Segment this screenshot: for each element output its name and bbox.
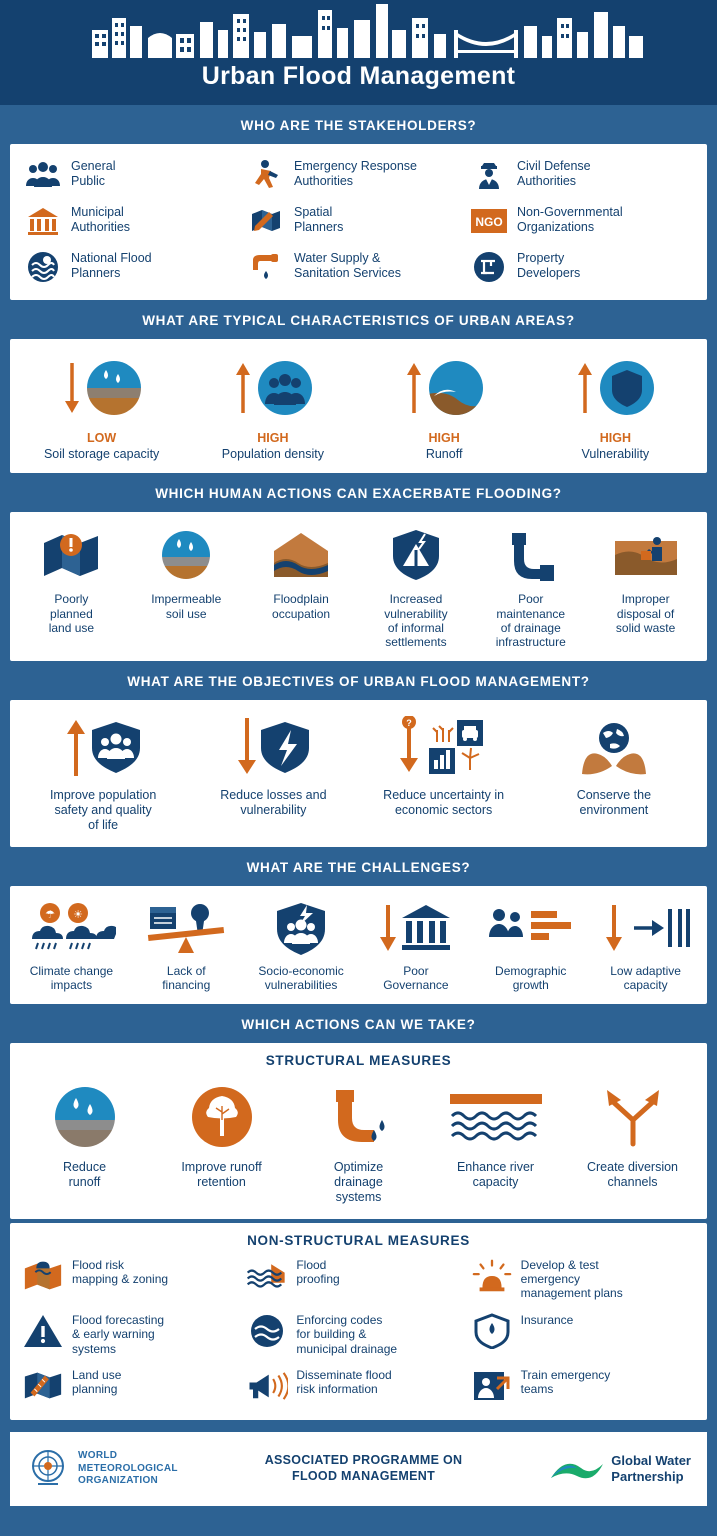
house-flood-icon xyxy=(268,529,334,581)
stakeholder-civil-defense xyxy=(470,158,693,192)
people-circle-icon xyxy=(257,360,313,416)
characteristics-heading: WHAT ARE TYPICAL CHARACTERISTICS OF URBAN AREAS? xyxy=(142,313,575,328)
structural-enhance-river xyxy=(427,1078,564,1204)
challenge-label: Low adaptive capacity xyxy=(610,964,681,993)
characteristic-soil-storage xyxy=(16,353,187,461)
gwp-swoosh-icon xyxy=(549,1452,605,1486)
structural-label: Enhance river capacity xyxy=(456,1160,535,1190)
objective-reduce-uncertainty xyxy=(359,712,529,833)
flood-map-icon xyxy=(22,1256,64,1296)
up-arrow-icon xyxy=(575,361,595,415)
drain-pipe-icon xyxy=(326,1086,392,1148)
megaphone-icon xyxy=(246,1366,288,1406)
broken-pipe-icon xyxy=(502,529,560,581)
down-arrow-icon xyxy=(380,905,396,951)
objectives-panel xyxy=(10,700,707,847)
government-building-icon xyxy=(24,204,62,238)
structural-label: Improve runoff retention xyxy=(181,1160,262,1190)
stakeholders-heading: WHO ARE THE STAKEHOLDERS? xyxy=(240,118,477,133)
down-arrow-icon xyxy=(606,905,622,951)
map-pencil-icon xyxy=(247,204,285,238)
tree-circle-icon xyxy=(191,1086,253,1148)
structural-measures-panel xyxy=(10,1043,707,1218)
structural-reduce-runoff xyxy=(16,1078,153,1204)
wave-circle-icon xyxy=(24,250,62,284)
non-structural-label: Insurance xyxy=(520,1312,574,1327)
soil-layers-circle-icon xyxy=(86,360,142,416)
human-action-floodplain-occupation xyxy=(244,524,359,649)
seesaw-calendar-icon xyxy=(144,901,228,957)
diversion-arrow-icon xyxy=(597,1086,669,1148)
human-action-poor-drainage-maintenance xyxy=(473,524,588,649)
challenges-panel xyxy=(10,886,707,1004)
structural-diversion-channels xyxy=(564,1078,701,1204)
human-action-label: Poorly planned land use xyxy=(48,592,95,635)
non-structural-measures-heading: NON-STRUCTURAL MEASURES xyxy=(247,1232,470,1248)
non-structural-label: Train emergency teams xyxy=(520,1367,611,1397)
non-structural-train-teams xyxy=(471,1366,695,1406)
up-arrow-icon xyxy=(233,361,253,415)
hands-globe-icon xyxy=(578,716,650,778)
stakeholder-label: National Flood Planners xyxy=(71,251,152,280)
human-action-poorly-planned-land-use xyxy=(14,524,129,649)
non-structural-disseminate-info xyxy=(246,1366,470,1406)
challenge-label: Socio-economic vulnerabilities xyxy=(258,964,344,993)
characteristic-label: Runoff xyxy=(425,447,463,461)
stakeholder-national-flood-planners xyxy=(24,250,247,284)
non-structural-measures-panel xyxy=(10,1223,707,1420)
flood-proof-house-icon xyxy=(246,1256,288,1296)
characteristic-runoff xyxy=(359,353,530,461)
characteristic-level: HIGH xyxy=(257,431,289,445)
map-alert-icon xyxy=(40,529,102,581)
challenge-climate-change xyxy=(14,898,129,992)
running-person-icon xyxy=(247,158,285,192)
siren-icon xyxy=(471,1256,513,1296)
objectives-heading: WHAT ARE THE OBJECTIVES OF URBAN FLOOD MANAGEMENT? xyxy=(127,674,590,689)
challenge-low-adaptive-capacity xyxy=(588,898,703,992)
low-adaptive-arrow-icon xyxy=(602,901,690,957)
objective-improve-population-safety xyxy=(18,712,188,833)
characteristic-level: LOW xyxy=(87,431,117,445)
footer-bar xyxy=(10,1432,707,1506)
up-arrow-icon xyxy=(404,361,424,415)
non-structural-enforcing-codes xyxy=(246,1311,470,1356)
down-arrow-icon xyxy=(400,716,418,772)
wmo-label: WORLD METEOROLOGICAL ORGANIZATION xyxy=(78,1450,178,1487)
stakeholder-label: General Public xyxy=(71,159,116,188)
wmo-logo xyxy=(26,1446,178,1492)
svg-text:☀: ☀ xyxy=(73,909,84,921)
human-action-label: Increased vulnerability of informal settlements xyxy=(384,592,448,649)
svg-text:NGO: NGO xyxy=(475,215,503,229)
non-structural-flood-proofing xyxy=(246,1256,470,1301)
actions-heading: WHICH ACTIONS CAN WE TAKE? xyxy=(241,1017,476,1033)
stakeholder-label: Civil Defense Authorities xyxy=(517,159,591,188)
characteristic-label: Vulnerability xyxy=(581,447,650,461)
human-action-label: Floodplain occupation xyxy=(272,592,331,621)
training-person-icon xyxy=(471,1366,513,1406)
challenge-label: Climate change impacts xyxy=(29,964,114,993)
characteristic-level: HIGH xyxy=(428,431,460,445)
shield-people-bolt-icon xyxy=(273,901,329,957)
human-actions-panel xyxy=(10,512,707,661)
government-building-icon xyxy=(402,905,450,950)
human-actions-heading: WHICH HUMAN ACTIONS CAN EXACERBATE FLOODING? xyxy=(155,486,562,502)
stakeholder-water-supply xyxy=(247,250,470,284)
objective-conserve-environment xyxy=(529,712,699,833)
city-skyline-banner xyxy=(0,0,717,58)
structural-label: Create diversion channels xyxy=(586,1160,678,1190)
human-action-label: Poor maintenance of drainage infrastructure xyxy=(495,592,566,649)
stakeholder-ngo xyxy=(470,204,693,238)
challenge-label: Poor Governance xyxy=(383,964,449,993)
svg-text:☂: ☂ xyxy=(45,909,56,921)
svg-text:?: ? xyxy=(405,718,412,728)
wmo-emblem-icon xyxy=(26,1446,70,1492)
economic-sectors-grid-icon xyxy=(429,720,483,774)
challenge-poor-governance xyxy=(359,898,474,992)
drain-circle-icon xyxy=(246,1311,288,1351)
objective-label: Improve population safety and quality of life xyxy=(49,788,157,832)
shield-tent-icon xyxy=(389,528,443,582)
weather-icons-icon xyxy=(26,901,116,957)
stakeholder-label: Non-Governmental Organizations xyxy=(517,205,623,234)
non-structural-emergency-plans xyxy=(471,1256,695,1301)
stakeholder-label: Municipal Authorities xyxy=(71,205,131,234)
non-structural-label: Flood forecasting & early warning systems xyxy=(72,1312,165,1356)
down-arrow-icon xyxy=(238,718,256,774)
stakeholder-property-developers xyxy=(470,250,693,284)
characteristic-vulnerability xyxy=(530,353,701,461)
human-action-label: Improper disposal of solid waste xyxy=(615,592,676,635)
stakeholder-label: Property Developers xyxy=(517,251,581,280)
down-arrow-icon xyxy=(62,361,82,415)
structural-measures-heading: STRUCTURAL MEASURES xyxy=(265,1053,452,1069)
stakeholder-label: Emergency Response Authorities xyxy=(294,159,417,188)
structural-improve-retention xyxy=(153,1078,290,1204)
non-structural-label: Flood proofing xyxy=(296,1257,340,1286)
stakeholder-label: Water Supply & Sanitation Services xyxy=(294,251,402,280)
challenge-demographic-growth xyxy=(473,898,588,992)
structural-label: Optimize drainage systems xyxy=(333,1160,384,1204)
human-action-label: Impermeable soil use xyxy=(151,592,222,621)
human-action-informal-settlements xyxy=(359,524,474,649)
stakeholder-general-public xyxy=(24,158,247,192)
stakeholders-panel xyxy=(10,144,707,300)
objective-label: Conserve the environment xyxy=(576,788,652,817)
stakeholder-spatial-planners xyxy=(247,204,470,238)
non-structural-label: Disseminate flood risk information xyxy=(296,1367,392,1397)
land-ruler-icon xyxy=(22,1366,64,1406)
objective-label: Reduce uncertainty in economic sectors xyxy=(383,788,505,817)
structural-optimize-drainage xyxy=(290,1078,427,1204)
characteristics-panel xyxy=(10,339,707,473)
characteristic-level: HIGH xyxy=(599,431,631,445)
non-structural-flood-forecasting xyxy=(22,1311,246,1356)
objective-reduce-losses xyxy=(188,712,358,833)
shield-check-icon xyxy=(471,1311,513,1351)
objective-label: Reduce losses and vulnerability xyxy=(220,788,327,817)
characteristic-label: Soil storage capacity xyxy=(43,447,160,461)
page-title-bar xyxy=(0,58,717,105)
apfm-label: ASSOCIATED PROGRAMME ON FLOOD MANAGEMENT xyxy=(264,1453,463,1483)
shield-people-icon xyxy=(92,722,140,773)
non-structural-label: Land use planning xyxy=(72,1367,122,1397)
stakeholder-label: Spatial Planners xyxy=(294,205,344,234)
impermeable-soil-icon xyxy=(155,529,217,581)
river-bridge-icon xyxy=(448,1086,544,1148)
ngo-badge-icon xyxy=(470,204,508,238)
non-structural-flood-risk-mapping xyxy=(22,1256,246,1301)
non-structural-label: Flood risk mapping & zoning xyxy=(72,1257,169,1286)
characteristic-population-density xyxy=(187,353,358,461)
faucet-drop-icon xyxy=(247,250,285,284)
shield-circle-icon xyxy=(599,360,655,416)
stakeholder-municipal-authorities xyxy=(24,204,247,238)
people-group-icon xyxy=(24,158,62,192)
up-arrow-icon xyxy=(67,720,85,776)
runoff-drops-circle-icon xyxy=(54,1086,116,1148)
challenges-heading: WHAT ARE THE CHALLENGES? xyxy=(246,860,471,875)
challenge-socio-economic xyxy=(244,898,359,992)
demographic-bars-icon xyxy=(485,901,577,957)
gwp-label: Global Water Partnership xyxy=(611,1453,691,1484)
shield-bolt-icon xyxy=(261,722,309,773)
warning-triangle-icon xyxy=(22,1311,64,1351)
non-structural-land-use-planning xyxy=(22,1366,246,1406)
challenge-lack-of-financing xyxy=(129,898,244,992)
officer-icon xyxy=(470,158,508,192)
gwp-logo xyxy=(549,1452,691,1486)
non-structural-insurance xyxy=(471,1311,695,1356)
challenge-label: Demographic growth xyxy=(495,964,567,993)
human-action-solid-waste xyxy=(588,524,703,649)
structural-label: Reduce runoff xyxy=(62,1160,107,1190)
page-title: Urban Flood Management xyxy=(201,62,516,90)
non-structural-label: Enforcing codes for building & municipal drainage xyxy=(296,1312,398,1356)
challenge-label: Lack of financing xyxy=(162,964,211,993)
waste-dump-icon xyxy=(611,529,681,581)
characteristic-label: Population density xyxy=(221,447,324,461)
human-action-impermeable-soil xyxy=(129,524,244,649)
runoff-circle-icon xyxy=(428,360,484,416)
stakeholder-emergency-response xyxy=(247,158,470,192)
crane-building-icon xyxy=(470,250,508,284)
non-structural-label: Develop & test emergency management plans xyxy=(520,1257,623,1301)
